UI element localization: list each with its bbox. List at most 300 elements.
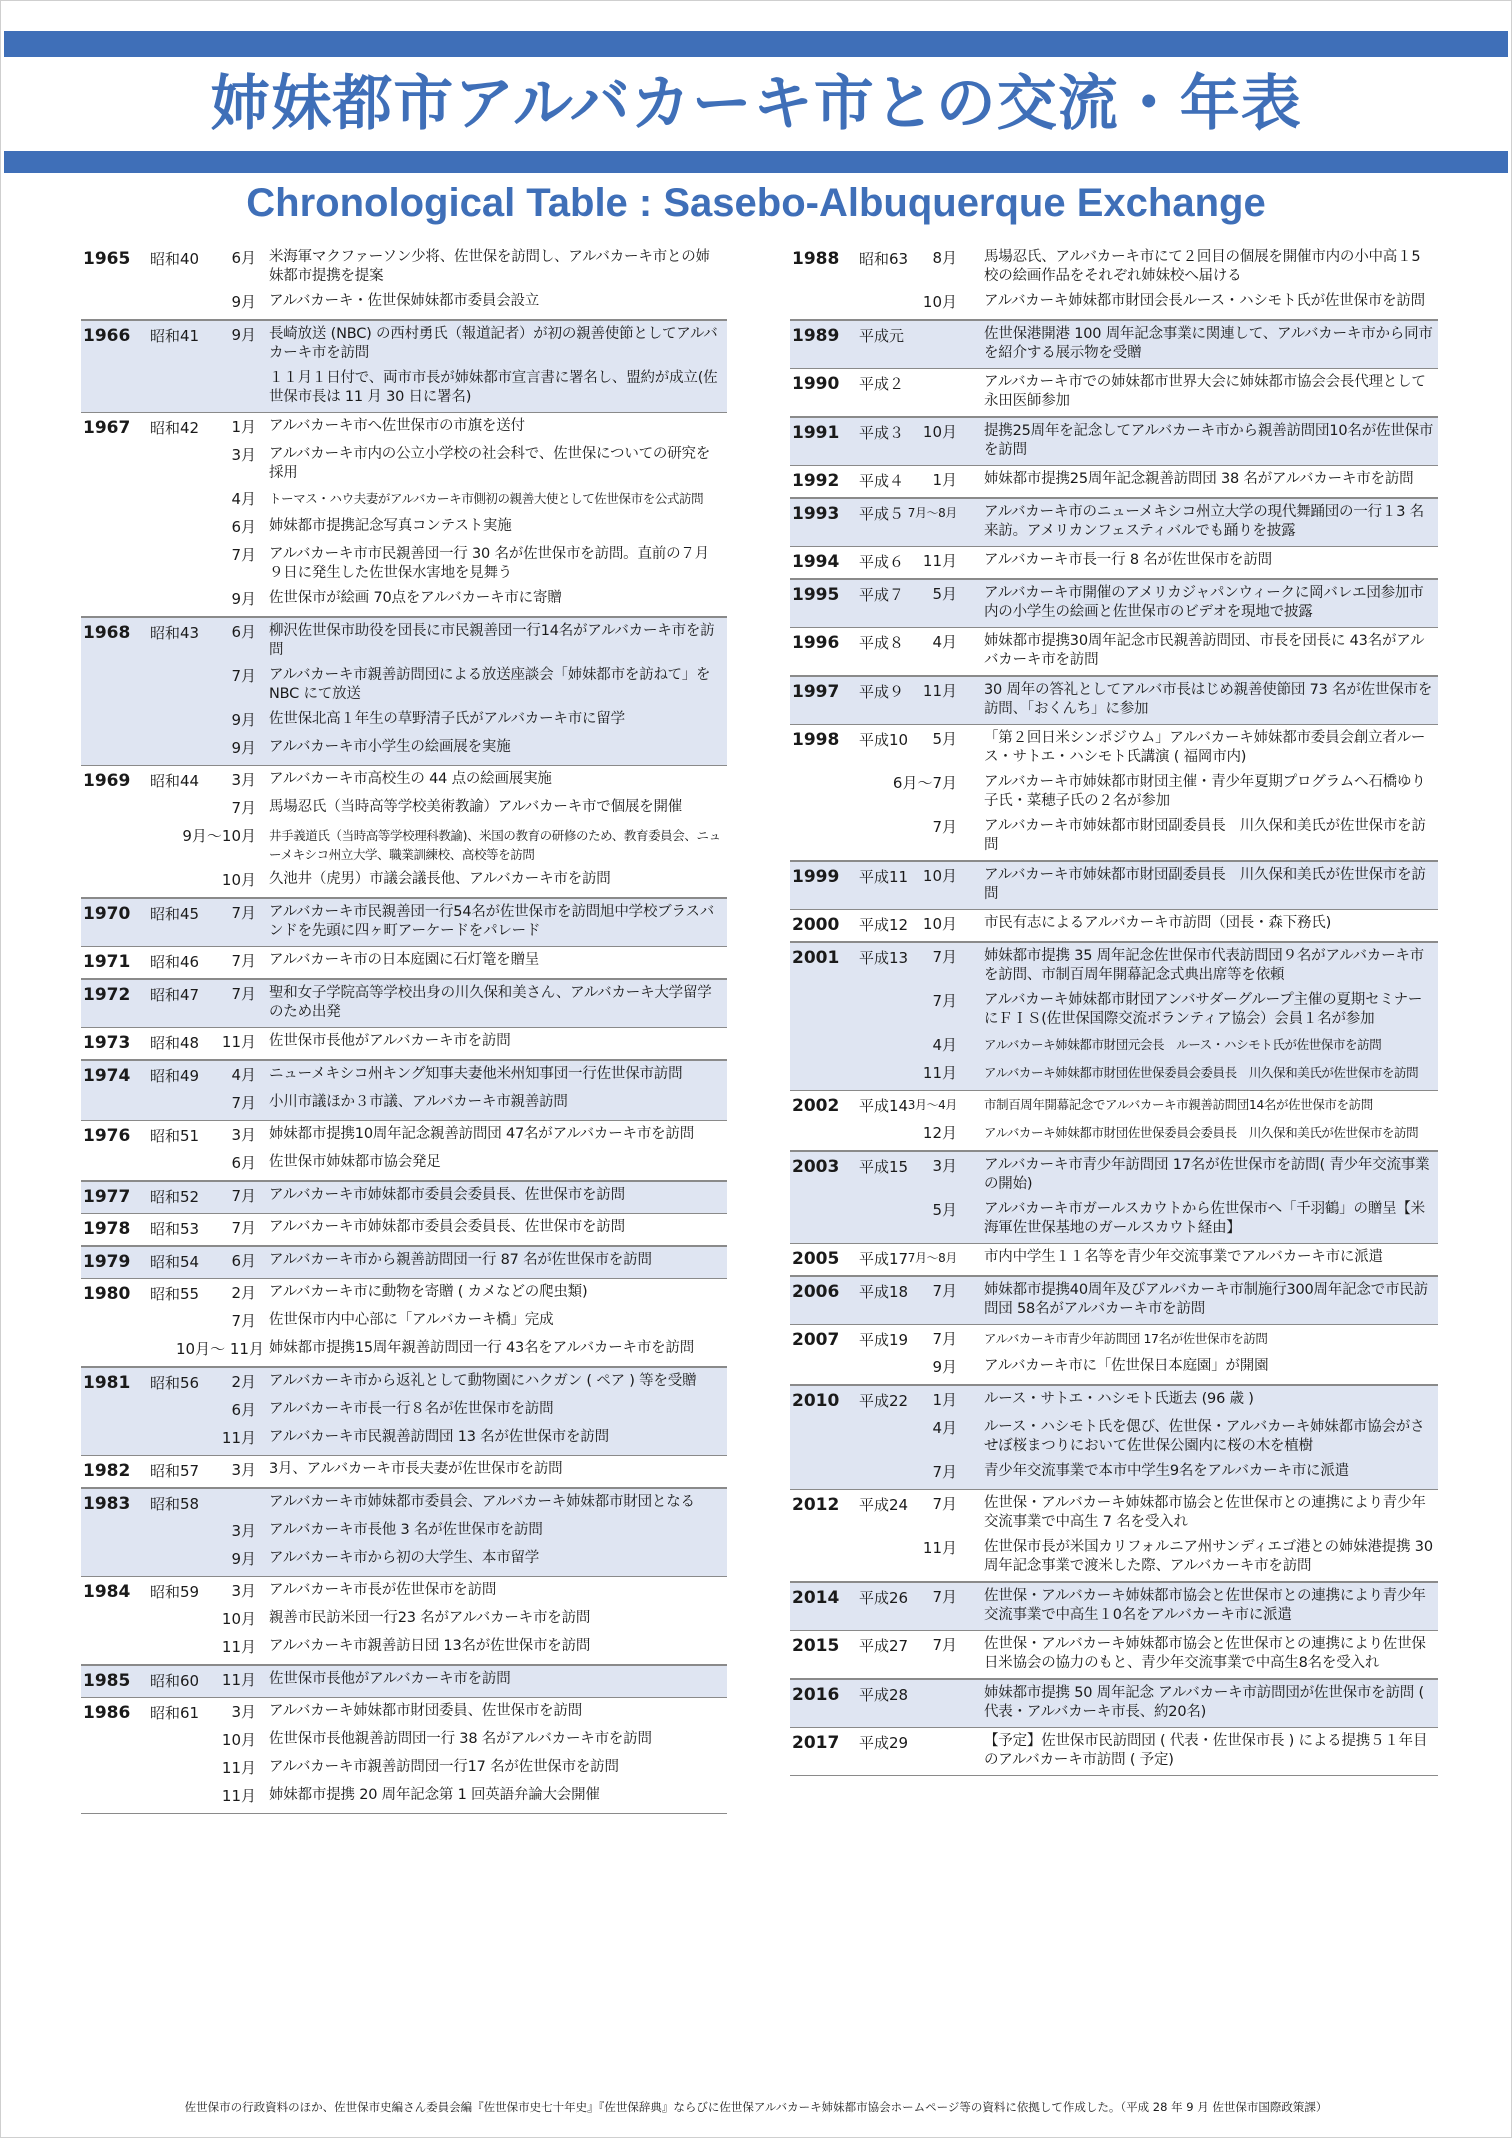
year-section (790, 1325, 1438, 1385)
year-section (81, 413, 727, 617)
event-row (81, 1581, 727, 1603)
event-row (81, 738, 727, 760)
event-row (81, 1460, 727, 1482)
event-row (790, 584, 1438, 622)
event-text: 姉妹都市提携 20 周年記念第 1 回英語弁論大会開催 (269, 1787, 600, 1803)
event-row (81, 1186, 727, 1208)
event-row (81, 1670, 727, 1692)
year-label: 2014 (792, 1588, 840, 1608)
year-section (790, 1385, 1438, 1490)
event-month: 7月 (231, 985, 256, 1003)
era-label: 平成29 (859, 1734, 909, 1752)
event-row (81, 1283, 727, 1305)
year-label: 1965 (83, 249, 131, 269)
event-text: アルバカーキ市から返礼として動物園にハクガン ( ペア ) 等を受贈 (269, 1373, 697, 1389)
event-month: 9月 (932, 1358, 957, 1376)
year-label: 1999 (792, 867, 840, 887)
event-month: 7月 (231, 952, 256, 970)
event-text: アルバカーキ姉妹都市財団会長ルース・ハシモト氏が佐世保市を訪問 (984, 293, 1425, 309)
year-section (790, 1679, 1438, 1728)
era-label: 平成３ (859, 424, 905, 442)
timeline-left-column (81, 244, 727, 1814)
event-row (790, 1200, 1438, 1238)
year-label: 1995 (792, 585, 840, 605)
event-row (81, 1311, 727, 1333)
event-row (790, 1462, 1438, 1484)
year-section (81, 1214, 727, 1246)
event-row (81, 589, 727, 611)
year-label: 1991 (792, 423, 840, 443)
event-row (790, 991, 1438, 1029)
year-section (81, 1181, 727, 1214)
event-row (81, 710, 727, 732)
event-text: 佐世保市長他がアルバカーキ市を訪問 (269, 1033, 511, 1049)
year-label: 2012 (792, 1495, 840, 1515)
event-row (81, 1609, 727, 1631)
year-section (790, 676, 1438, 725)
year-label: 1967 (83, 418, 131, 438)
era-label: 昭和58 (150, 1495, 200, 1513)
year-label: 1972 (83, 985, 131, 1005)
event-row (790, 1418, 1438, 1456)
event-month: 7月 (932, 948, 957, 966)
event-month: 4月 (932, 1419, 957, 1437)
era-label: 昭和56 (150, 1374, 200, 1392)
event-month: 3月 (231, 446, 256, 464)
event-text: アルバカーキ姉妹都市財団元会長 ルース・ハシモト氏が佐世保市を訪問 (984, 1037, 1382, 1052)
event-row (81, 1125, 727, 1147)
event-text: アルバカーキ市姉妹都市財団副委員長 川久保和美氏が佐世保市を訪問 (984, 867, 1426, 902)
year-section (790, 244, 1438, 320)
era-label: 平成６ (859, 553, 905, 571)
event-text: 姉妹都市提携30周年記念市民親善訪問団、市長を団長に 43名がアルバカーキ市を訪問 (984, 633, 1425, 668)
year-label: 1998 (792, 730, 840, 750)
event-month: 3月 (231, 1461, 256, 1479)
year-label: 1988 (792, 249, 840, 269)
year-label: 1977 (83, 1187, 131, 1207)
year-section (790, 1728, 1438, 1776)
era-label: 昭和42 (150, 419, 200, 437)
era-label: 平成10 (859, 731, 909, 749)
event-month: 3月 (231, 1703, 256, 1721)
event-month: 4月 (932, 1036, 957, 1054)
event-month: 5月 (932, 585, 957, 603)
event-row (81, 798, 727, 820)
era-label: 昭和51 (150, 1127, 200, 1145)
event-month: 6月〜7月 (892, 774, 957, 792)
event-text: アルバカーキ市姉妹都市委員会委員長、佐世保市を訪問 (269, 1187, 625, 1203)
event-text: 柳沢佐世保市助役を団長に市民親善団一行14名がアルバカーキ市を訪問 (269, 623, 715, 658)
event-text: アルバカーキ姉妹都市財団佐世保委員会委員長 川久保和美氏が佐世保市を訪問 (984, 1065, 1419, 1080)
year-section (81, 320, 727, 413)
event-month: 5月 (932, 730, 957, 748)
event-row (790, 503, 1438, 541)
event-row (790, 470, 1438, 492)
event-text: アルバカーキ市高校生の 44 点の絵画展実施 (269, 771, 552, 787)
event-text: アルバカーキ市長他 3 名が佐世保市を訪問 (269, 1522, 543, 1538)
era-label: 昭和54 (150, 1253, 200, 1271)
event-row (81, 951, 727, 973)
year-section (81, 617, 727, 766)
event-row (81, 1153, 727, 1175)
event-row (790, 1494, 1438, 1532)
event-text: 佐世保市長が米国カリフォルニア州サンディエゴ港との姉妹港提携 30 周年記念事業で渡米した際、アルバカーキ市を訪問 (984, 1539, 1433, 1574)
event-month: 7月 (932, 1495, 957, 1513)
event-row (81, 1218, 727, 1240)
era-label: 平成28 (859, 1686, 909, 1704)
event-text: 姉妹都市提携記念写真コンテスト実施 (269, 518, 512, 534)
event-row (81, 1730, 727, 1752)
event-text: 姉妹都市提携 50 周年記念 アルバカーキ市訪問団が佐世保市を訪問 ( 代表・アルバカーキ市長、約20名) (984, 1685, 1424, 1720)
event-text: 井手義道氏（当時高等学校理科教諭)、米国の教育の研修のため、教育委員会、ニューメキシコ州立大学、職業訓練校、高校等を訪問 (269, 828, 721, 862)
event-text: アルバカーキ市から初の大学生、本市留学 (269, 1550, 540, 1566)
year-label: 1982 (83, 1461, 131, 1481)
event-row (790, 1248, 1438, 1270)
event-text: 30 周年の答礼としてアルバ市長はじめ親善使節団 73 名が佐世保市を訪問、「おくんち」に参加 (984, 682, 1433, 717)
event-row (81, 445, 727, 483)
event-row (790, 1732, 1438, 1770)
event-row (790, 1035, 1438, 1057)
event-text: 姉妹都市提携25周年記念親善訪問団 38 名がアルバカーキ市を訪問 (984, 471, 1414, 487)
era-label: 昭和45 (150, 905, 200, 923)
era-label: 昭和46 (150, 953, 200, 971)
event-row (790, 1329, 1438, 1351)
event-text: アルバカーキ市長一行 8 名が佐世保市を訪問 (984, 552, 1272, 568)
era-label: 昭和55 (150, 1285, 200, 1303)
year-label: 1971 (83, 952, 131, 972)
event-month: 11月 (221, 1787, 256, 1805)
era-label: 平成19 (859, 1331, 909, 1349)
era-label: 平成９ (859, 683, 905, 701)
year-label: 2005 (792, 1249, 840, 1269)
event-month: 3月 (932, 1157, 957, 1175)
event-month: 7月 (932, 1282, 957, 1300)
event-month: 6月 (231, 1154, 256, 1172)
year-section (81, 1279, 727, 1367)
event-month: 7月 (932, 1588, 957, 1606)
event-text: 佐世保市長他親善訪問団一行 38 名がアルバカーキ市を訪問 (269, 1731, 652, 1747)
event-row (790, 866, 1438, 904)
event-row (81, 1521, 727, 1543)
year-section (81, 1577, 727, 1665)
event-text: 佐世保北高１年生の草野清子氏がアルバカーキ市に留学 (269, 711, 625, 727)
event-row (81, 292, 727, 314)
event-text: アルバカーキ市内の公立小学校の社会科で、佐世保についての研究を採用 (269, 446, 711, 481)
event-row (81, 1493, 727, 1515)
year-section (81, 766, 727, 898)
event-row (790, 1123, 1438, 1145)
year-section (81, 979, 727, 1028)
event-row (81, 1637, 727, 1659)
event-row (81, 248, 727, 286)
event-text: アルバカーキ市ガールスカウトから佐世保市へ「千羽鶴」の贈呈【米海軍佐世保基地のガールスカウト経由】 (984, 1201, 1425, 1236)
year-label: 2010 (792, 1391, 840, 1411)
event-row (81, 1372, 727, 1394)
year-section (790, 1151, 1438, 1244)
event-text: 市制百周年開幕記念でアルバカーキ市親善訪問団14名が佐世保市を訪問 (984, 1097, 1373, 1112)
year-section (790, 547, 1438, 579)
era-label: 昭和47 (150, 986, 200, 1004)
year-section (790, 579, 1438, 628)
year-label: 1993 (792, 504, 840, 524)
event-row (81, 1065, 727, 1087)
event-month: 7月 (231, 904, 256, 922)
timeline-right-column (790, 244, 1438, 1776)
event-row (81, 1428, 727, 1450)
event-row (81, 1032, 727, 1054)
event-row (81, 1251, 727, 1273)
event-month: 10月 (922, 423, 957, 441)
event-text: ニューメキシコ州キング知事夫妻他米州知事団一行佐世保市訪問 (269, 1066, 683, 1082)
year-section (790, 1490, 1438, 1582)
year-label: 2002 (792, 1096, 840, 1116)
event-text: 米海軍マクファーソン少将、佐世保を訪問し、アルバカーキ市との姉妹都市提携を提案 (269, 249, 710, 284)
event-text: アルバカーキ市市民親善団一行 30 名が佐世保市を訪問。直前の７月９日に発生した佐世保水害地を見舞う (269, 546, 709, 581)
event-row (81, 369, 727, 407)
year-label: 1969 (83, 771, 131, 791)
event-month: 7月 (231, 546, 256, 564)
event-row (81, 1786, 727, 1808)
event-text: アルバカーキ市のニューメキシコ州立大学の現代舞踊団の一行１3 名来訪。アメリカンフェスティバルでも踊りを披露 (984, 504, 1424, 539)
event-month: 9月 (231, 590, 256, 608)
page-title-english: Chronological Table : Sasebo-Albuquerque Exchange (246, 181, 1266, 225)
event-text: アルバカーキ市民親善訪問団 13 名が佐世保市を訪問 (269, 1429, 609, 1445)
event-text: アルバカーキ市長一行８名が佐世保市を訪問 (269, 1401, 554, 1417)
year-section (81, 1121, 727, 1181)
event-month: 10月 (922, 867, 957, 885)
event-row (790, 773, 1438, 811)
event-row (81, 417, 727, 439)
era-label: 平成７ (859, 586, 905, 604)
event-text: アルバカーキ・佐世保姉妹都市委員会設立 (269, 293, 540, 309)
event-month: 7月 (231, 799, 256, 817)
event-row (790, 248, 1438, 286)
event-row (790, 292, 1438, 314)
era-label: 昭和49 (150, 1067, 200, 1085)
event-row (81, 517, 727, 539)
event-text: 久池井（虎男）市議会議長他、アルバカーキ市を訪問 (269, 871, 611, 887)
year-section (790, 498, 1438, 547)
year-label: 1986 (83, 1703, 131, 1723)
event-month: 11月 (922, 1539, 957, 1557)
era-label: 平成８ (859, 634, 905, 652)
event-row (81, 325, 727, 363)
event-row (790, 1390, 1438, 1412)
event-month: 7月 (231, 1187, 256, 1205)
event-text: 佐世保市が絵画 70点をアルバカーキ市に寄贈 (269, 590, 562, 606)
event-row (81, 984, 727, 1022)
event-row (790, 1281, 1438, 1319)
year-label: 1994 (792, 552, 840, 572)
event-month: 6月 (231, 1252, 256, 1270)
event-month: 7月〜8月 (907, 1251, 957, 1265)
year-label: 2000 (792, 915, 840, 935)
event-month: 7月〜8月 (907, 506, 957, 520)
year-section (790, 1276, 1438, 1325)
event-text: 姉妹都市提携10周年記念親善訪問団 47名がアルバカーキ市を訪問 (269, 1126, 695, 1142)
event-row (81, 622, 727, 660)
event-row (790, 373, 1438, 411)
era-label: 昭和52 (150, 1188, 200, 1206)
event-row (790, 947, 1438, 985)
top-accent-band (4, 31, 1508, 57)
event-text: アルバカーキ市開催のアメリカジャパンウィークに岡バレエ団参加市内の小学生の絵画と佐世保市のビデオを現地で披露 (984, 585, 1424, 620)
year-section (790, 942, 1438, 1091)
event-row (81, 666, 727, 704)
era-label: 平成18 (859, 1283, 909, 1301)
event-row (81, 770, 727, 792)
event-row (81, 545, 727, 583)
event-month: 7月 (932, 1636, 957, 1654)
event-row (790, 729, 1438, 767)
year-section (81, 1028, 727, 1060)
event-row (790, 1357, 1438, 1379)
event-month: 11月 (221, 1671, 256, 1689)
event-month: 8月 (932, 249, 957, 267)
event-text: 佐世保市姉妹都市協会発足 (269, 1154, 441, 1170)
event-text: アルバカーキ市青少年訪問団 17名が佐世保市を訪問( 青少年交流事業の開始) (984, 1157, 1430, 1192)
year-label: 1992 (792, 471, 840, 491)
year-section (790, 910, 1438, 942)
event-row (81, 903, 727, 941)
year-section (81, 1456, 727, 1488)
event-month: 10月 (221, 1610, 256, 1628)
year-label: 2017 (792, 1733, 840, 1753)
year-label: 1981 (83, 1373, 131, 1393)
event-row (81, 489, 727, 511)
event-text: 馬場忍氏（当時高等学校美術教諭）アルバカーキ市で個展を開催 (269, 799, 683, 815)
event-row (790, 681, 1438, 719)
era-label: 平成26 (859, 1589, 909, 1607)
event-text: トーマス・ハウ夫妻がアルバカーキ市側初の親善大使として佐世保市を公式訪問 (269, 491, 704, 506)
event-text: 市民有志によるアルバカーキ市訪問（団長・森下務氏) (984, 915, 1332, 931)
event-text: アルバカーキ姉妹都市財団佐世保委員会委員長 川久保和美氏が佐世保市を訪問 (984, 1125, 1419, 1140)
event-month: 9月 (231, 293, 256, 311)
event-month: 3月〜4月 (907, 1098, 957, 1112)
event-text: 馬場忍氏、アルバカーキ市にて２回目の個展を開催市内の小中高１5 校の絵画作品をそれぞれ姉妹校へ届ける (984, 249, 1421, 284)
event-month: 3月 (231, 1126, 256, 1144)
event-row (81, 1400, 727, 1422)
event-text: 佐世保市長他がアルバカーキ市を訪問 (269, 1671, 511, 1687)
event-month: 7月 (231, 667, 256, 685)
year-label: 2001 (792, 948, 840, 968)
event-month: 4月 (231, 490, 256, 508)
event-text: アルバカーキ市長が佐世保市を訪問 (269, 1582, 497, 1598)
event-text: アルバカーキ市姉妹都市委員会、アルバカーキ姉妹都市財団となる (269, 1494, 695, 1510)
year-label: 2016 (792, 1685, 840, 1705)
era-label: 昭和40 (150, 250, 200, 268)
year-label: 2006 (792, 1282, 840, 1302)
event-text: ルース・サトエ・ハシモト氏逝去 (96 歳 ) (984, 1391, 1254, 1407)
event-row (790, 1063, 1438, 1085)
event-text: 3月、アルバカーキ市長夫妻が佐世保市を訪問 (269, 1461, 563, 1477)
event-text: 市内中学生１１名等を青少年交流事業でアルバカーキ市に派遣 (984, 1249, 1383, 1265)
event-month: 12月 (922, 1124, 957, 1142)
era-label: 昭和60 (150, 1672, 200, 1690)
event-text: 佐世保・アルバカーキ姉妹都市協会と佐世保市との連携により佐世保日米協会の協力のもと、青少年交流事業で中高生8名を受入れ (984, 1636, 1426, 1671)
event-text: アルバカーキ市民親善団一行54名が佐世保市を訪問旭中学校ブラスバンドを先頭に四ヶ町アーケードをパレード (269, 904, 715, 939)
event-month: 11月 (922, 682, 957, 700)
event-text: アルバカーキ市の日本庭園に石灯篭を贈呈 (269, 952, 540, 968)
event-month: 10月 (221, 871, 256, 889)
event-month: 11月 (922, 552, 957, 570)
year-section (790, 1631, 1438, 1679)
event-month: 2月 (231, 1284, 256, 1302)
event-row (790, 817, 1438, 855)
event-text: アルバカーキ市へ佐世保市の市旗を送付 (269, 418, 525, 434)
year-label: 1996 (792, 633, 840, 653)
event-month: 1月 (932, 471, 957, 489)
event-month: 6月 (231, 1401, 256, 1419)
event-month: 6月 (231, 518, 256, 536)
event-month: 1月 (932, 1391, 957, 1409)
year-section (81, 244, 727, 320)
era-label: 昭和63 (859, 250, 909, 268)
event-text: アルバカーキ市から親善訪問団一行 87 名が佐世保市を訪問 (269, 1252, 652, 1268)
event-month: 3月 (231, 1522, 256, 1540)
event-text: 佐世保市内中心部に「アルバカーキ橋」完成 (269, 1312, 554, 1328)
event-row (790, 1587, 1438, 1625)
year-section (81, 1060, 727, 1121)
event-text: 親善市民訪米団一行23 名がアルバカーキ市を訪問 (269, 1610, 591, 1626)
event-month: 4月 (231, 1066, 256, 1084)
event-text: アルバカーキ市親善訪問団一行17 名が佐世保市を訪問 (269, 1759, 619, 1775)
year-label: 2015 (792, 1636, 840, 1656)
event-month: 7月 (231, 1094, 256, 1112)
event-text: アルバカーキ市姉妹都市財団主催・青少年夏期プログラムへ石橋ゆり子氏・菜穂子氏の２名が参加 (984, 774, 1426, 809)
event-row (81, 1758, 727, 1780)
era-label: 昭和43 (150, 624, 200, 642)
event-text: アルバカーキ姉妹都市財団委員、佐世保市を訪問 (269, 1703, 583, 1719)
era-label: 平成22 (859, 1392, 909, 1410)
year-section (790, 725, 1438, 861)
event-row (81, 1702, 727, 1724)
event-month: 10月 (922, 293, 957, 311)
event-month: 2月 (231, 1373, 256, 1391)
year-label: 1989 (792, 326, 840, 346)
era-label: 昭和59 (150, 1583, 200, 1601)
year-label: 1985 (83, 1671, 131, 1691)
event-month: 1月 (231, 418, 256, 436)
event-text: 聖和女子学院高等学校出身の川久保和美さん、アルバカーキ大学留学のため出発 (269, 985, 712, 1020)
event-month: 3月 (231, 1582, 256, 1600)
event-month: 3月 (231, 771, 256, 789)
event-row (790, 551, 1438, 573)
event-text: アルバカーキ市姉妹都市財団副委員長 川久保和美氏が佐世保市を訪問 (984, 818, 1426, 853)
era-label: 平成４ (859, 472, 905, 490)
event-row (81, 826, 727, 864)
event-row (790, 1684, 1438, 1722)
event-row (790, 1635, 1438, 1673)
event-month: 11月 (922, 1064, 957, 1082)
event-text: 姉妹都市提携15周年親善訪問団一行 43名をアルバカーキ市を訪問 (269, 1340, 695, 1356)
year-label: 1979 (83, 1252, 131, 1272)
era-label: 昭和53 (150, 1220, 200, 1238)
event-text: アルバカーキ市青少年訪問団 17名が佐世保市を訪問 (984, 1331, 1268, 1346)
event-month: 7月 (932, 992, 957, 1010)
year-label: 1968 (83, 623, 131, 643)
event-text: 佐世保・アルバカーキ姉妹都市協会と佐世保市との連携により青少年交流事業で中高生１0名をアルバカーキ市に派遣 (984, 1588, 1426, 1623)
year-label: 1978 (83, 1219, 131, 1239)
year-section (790, 1582, 1438, 1631)
era-label: 平成２ (859, 375, 905, 393)
era-label: 平成27 (859, 1637, 909, 1655)
era-label: 昭和61 (150, 1704, 200, 1722)
year-label: 2003 (792, 1157, 840, 1177)
event-text: 「第２回日米シンポジウム」アルバカーキ姉妹都市委員会創立者ルース・サトエ・ハシモト氏講演 ( 福岡市内) (984, 730, 1426, 765)
event-text: 提携25周年を記念してアルバカーキ市から親善訪問団10名が佐世保市を訪問 (984, 423, 1434, 458)
event-month: 5月 (932, 1201, 957, 1219)
